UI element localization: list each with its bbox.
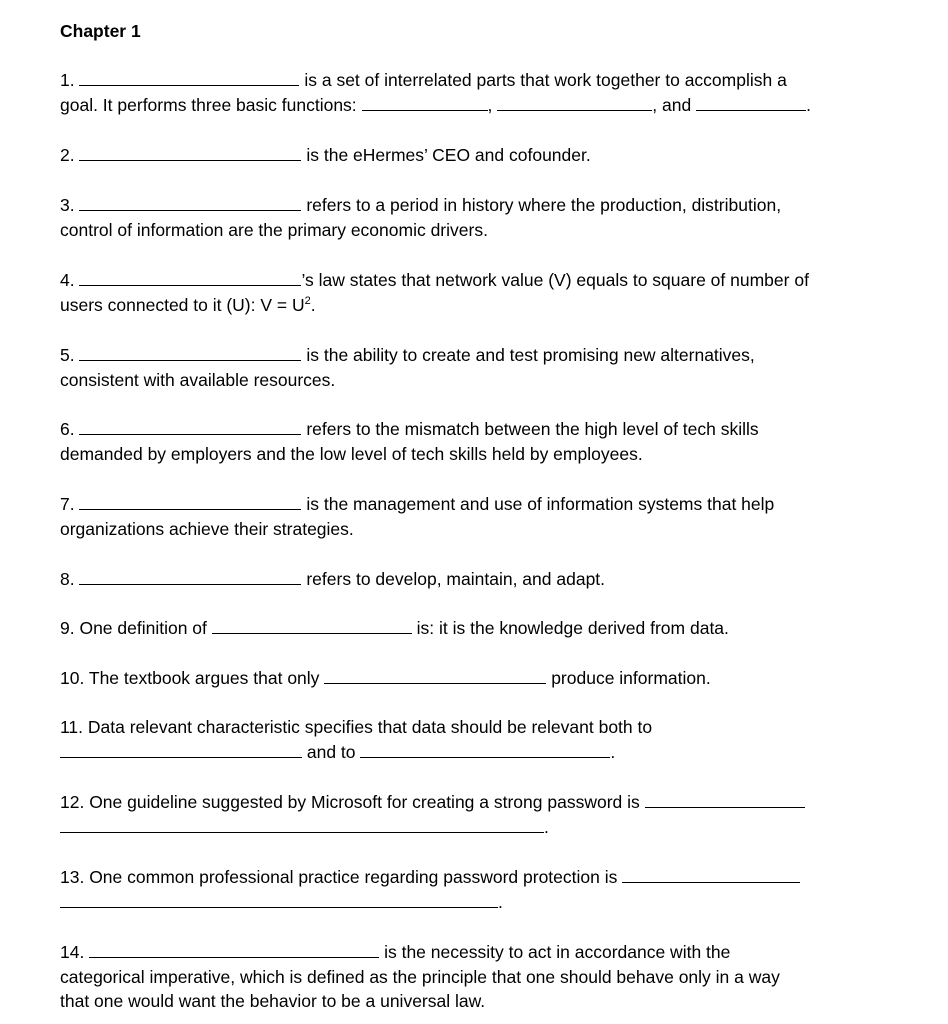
answer-blank[interactable] bbox=[324, 667, 546, 684]
question-number: 7. bbox=[60, 494, 75, 514]
answer-blank[interactable] bbox=[696, 94, 806, 111]
period: . bbox=[806, 95, 811, 115]
question-text: is a set of interrelated parts that work together to accomplish a bbox=[304, 70, 787, 90]
answer-blank[interactable] bbox=[79, 269, 301, 286]
question-number: 2. bbox=[60, 145, 75, 165]
question-number: 8. bbox=[60, 569, 75, 589]
question-text: that one would want the behavior to be a universal law. bbox=[60, 991, 486, 1011]
question-number: 4. bbox=[60, 270, 75, 290]
question-9 bbox=[60, 617, 729, 639]
question-text: demanded by employers and the low level of tech skills held by employees. bbox=[60, 444, 643, 464]
question-text: 13. One common professional practice regarding password protection is bbox=[60, 867, 618, 887]
answer-blank[interactable] bbox=[79, 144, 301, 161]
question-4-line-1 bbox=[60, 269, 809, 291]
answer-blank[interactable] bbox=[645, 791, 805, 808]
period: . bbox=[310, 295, 316, 315]
question-6-line-2 bbox=[60, 443, 643, 465]
question-number: 6. bbox=[60, 419, 75, 439]
question-7-line-2 bbox=[60, 518, 354, 540]
superscript: 2 bbox=[304, 295, 311, 308]
question-text: produce information. bbox=[551, 668, 711, 688]
question-6-line-1 bbox=[60, 418, 759, 440]
answer-blank[interactable] bbox=[362, 94, 488, 111]
answer-blank[interactable] bbox=[79, 194, 301, 211]
question-11-line-1 bbox=[60, 716, 652, 738]
question-number: 1. bbox=[60, 70, 75, 90]
question-1-line-2 bbox=[60, 94, 811, 116]
question-13-line-2 bbox=[60, 891, 503, 913]
question-text: is the ability to create and test promising new alternatives, bbox=[306, 345, 755, 365]
answer-blank[interactable] bbox=[622, 866, 800, 883]
question-8 bbox=[60, 568, 605, 590]
question-text: 9. One definition of bbox=[60, 618, 207, 638]
question-text: is: it is the knowledge derived from data. bbox=[416, 618, 729, 638]
answer-blank[interactable] bbox=[79, 69, 299, 86]
answer-blank[interactable] bbox=[79, 493, 301, 510]
question-text: refers to the mismatch between the high level of tech skills bbox=[306, 419, 759, 439]
question-number: 3. bbox=[60, 195, 75, 215]
answer-blank[interactable] bbox=[60, 816, 544, 833]
question-11-line-2 bbox=[60, 741, 615, 763]
question-text: and to bbox=[306, 742, 356, 762]
question-5-line-2 bbox=[60, 369, 335, 391]
question-text: consistent with available resources. bbox=[60, 370, 336, 390]
question-text: ’s law states that network value (V) equals to square of number of bbox=[301, 270, 809, 290]
question-14-line-1 bbox=[60, 941, 730, 963]
question-text: users connected to it (U): V = U bbox=[60, 295, 305, 315]
question-text: organizations achieve their strategies. bbox=[60, 519, 354, 539]
question-12-line-1 bbox=[60, 791, 805, 813]
question-text: is the eHermes’ CEO and cofounder. bbox=[306, 145, 591, 165]
comma: , bbox=[487, 95, 493, 115]
question-text: categorical imperative, which is defined as the principle that one should behave only in a way bbox=[60, 967, 780, 987]
question-2 bbox=[60, 144, 591, 166]
question-text: refers to a period in history where the production, distribution, bbox=[306, 195, 782, 215]
question-14-line-2 bbox=[60, 966, 780, 988]
answer-blank[interactable] bbox=[497, 94, 652, 111]
answer-blank[interactable] bbox=[360, 741, 610, 758]
question-14-line-3 bbox=[60, 990, 485, 1012]
period: . bbox=[544, 817, 549, 837]
answer-blank[interactable] bbox=[212, 617, 412, 634]
question-7-line-1 bbox=[60, 493, 774, 515]
question-text: goal. It performs three basic functions: bbox=[60, 95, 357, 115]
question-number: 14. bbox=[60, 942, 85, 962]
period: . bbox=[610, 742, 616, 762]
answer-blank[interactable] bbox=[60, 891, 498, 908]
question-text: 10. The textbook argues that only bbox=[60, 668, 320, 688]
question-3-line-2 bbox=[60, 219, 488, 241]
question-10 bbox=[60, 667, 711, 689]
question-text: control of information are the primary economic drivers. bbox=[60, 220, 488, 240]
chapter-title: Chapter 1 bbox=[60, 21, 141, 41]
question-4-line-2 bbox=[60, 294, 316, 316]
question-5-line-1 bbox=[60, 344, 755, 366]
question-text: 12. One guideline suggested by Microsoft for creating a strong password is bbox=[60, 792, 640, 812]
answer-blank[interactable] bbox=[89, 941, 379, 958]
comma-and: , and bbox=[652, 95, 692, 115]
question-3-line-1 bbox=[60, 194, 781, 216]
question-text: is the management and use of information systems that help bbox=[306, 494, 775, 514]
answer-blank[interactable] bbox=[60, 741, 302, 758]
period: . bbox=[498, 892, 503, 912]
question-number: 5. bbox=[60, 345, 75, 365]
question-text: refers to develop, maintain, and adapt. bbox=[306, 569, 606, 589]
question-12-line-2 bbox=[60, 816, 549, 838]
question-text: is the necessity to act in accordance with the bbox=[384, 942, 731, 962]
question-13-line-1 bbox=[60, 866, 800, 888]
question-text: 11. Data relevant characteristic specifies that data should be relevant both to bbox=[60, 717, 653, 737]
answer-blank[interactable] bbox=[79, 344, 301, 361]
question-1-line-1 bbox=[60, 69, 787, 91]
answer-blank[interactable] bbox=[79, 568, 301, 585]
answer-blank[interactable] bbox=[79, 418, 301, 435]
